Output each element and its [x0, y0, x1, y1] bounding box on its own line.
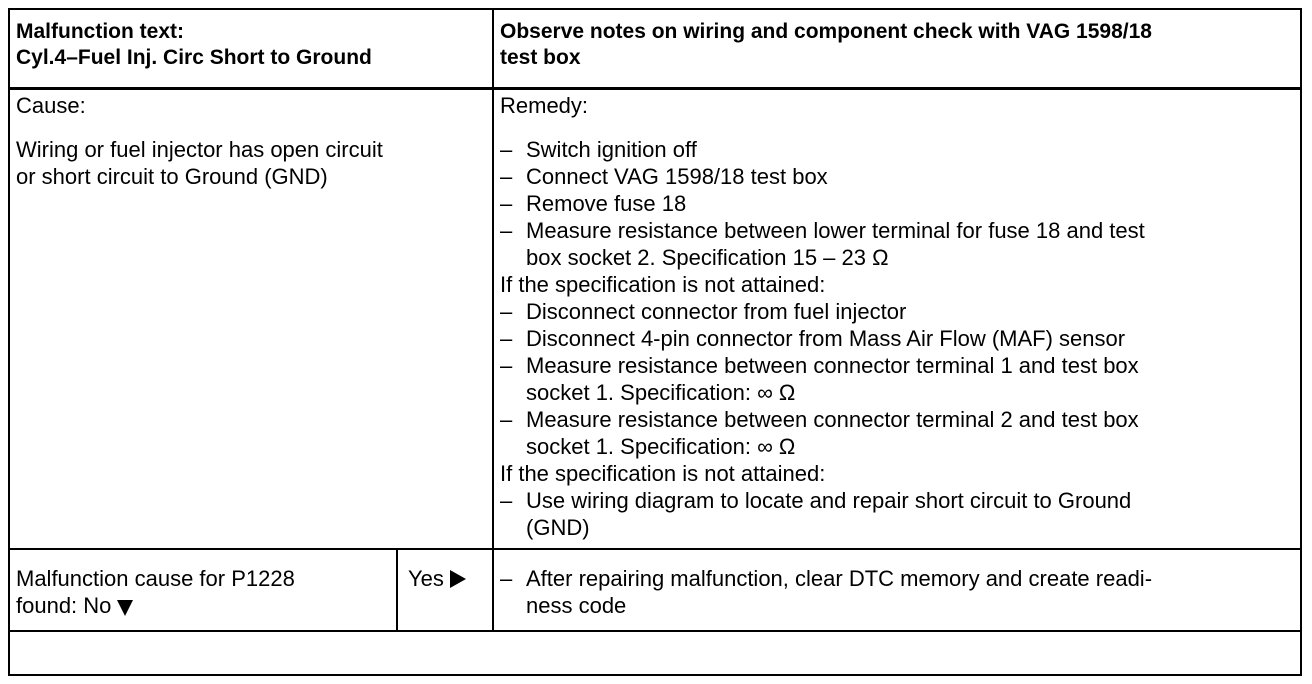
- malfunction-text-label: Malfunction text:: [16, 20, 184, 43]
- remedy-step: – Measure resistance between connector terminal 1 and test box socket 1. Specification: ∞ Ω: [500, 353, 1139, 405]
- table-border-top: [8, 8, 1302, 10]
- remedy-step: – Switch ignition off: [500, 137, 697, 162]
- remedy-step: – Remove fuse 18: [500, 191, 687, 216]
- dash-bullet: –: [500, 326, 513, 351]
- malfunction-text-header: [16, 19, 486, 71]
- body-divider: [8, 548, 1302, 550]
- remedy-step: – Disconnect 4-pin connector from Mass Air Flow (MAF) sensor: [500, 326, 1126, 351]
- observe-notes-header: [500, 19, 1298, 71]
- dash-bullet: –: [500, 137, 513, 162]
- dash-bullet: –: [500, 164, 513, 189]
- after-repair-cell: [500, 565, 1298, 619]
- malfunction-cause-line1: Malfunction cause for P1228: [16, 566, 295, 591]
- yes-cell: [408, 565, 490, 592]
- malfunction-text-value: Cyl.4–Fuel Inj. Circ Short to Ground: [16, 46, 372, 69]
- triangle-down-icon: [117, 600, 133, 616]
- remedy-step: – After repairing malfunction, clear DTC memory and create readi- ness code: [500, 566, 1153, 618]
- dash-bullet: –: [500, 218, 513, 243]
- diagnostic-table: [8, 8, 1302, 676]
- malfunction-cause-cell: [16, 565, 394, 619]
- column-divider: [492, 8, 494, 632]
- yes-label: Yes: [408, 566, 444, 591]
- dash-bullet: –: [500, 353, 513, 378]
- header-divider: [8, 87, 1302, 90]
- cause-text-line2: or short circuit to Ground (GND): [16, 164, 328, 189]
- yes-column-divider: [396, 549, 398, 632]
- remedy-step: – Connect VAG 1598/18 test box: [500, 164, 828, 189]
- observe-notes-line1: Observe notes on wiring and component check with VAG 1598/18: [500, 20, 1152, 43]
- cause-text-line1: Wiring or fuel injector has open circuit: [16, 137, 383, 162]
- table-border-bottom: [8, 674, 1302, 676]
- triangle-right-icon: [450, 570, 466, 588]
- footer-divider: [8, 630, 1302, 632]
- dash-bullet: –: [500, 407, 513, 432]
- remedy-step: – Use wiring diagram to locate and repair short circuit to Ground (GND): [500, 488, 1132, 540]
- remedy-step: – Measure resistance between connector terminal 2 and test box socket 1. Specification: ∞ Ω: [500, 407, 1139, 459]
- cause-cell: [16, 92, 490, 190]
- malfunction-cause-line2: [16, 592, 394, 619]
- remedy-label: Remedy:: [500, 93, 589, 118]
- observe-notes-line2: test box: [500, 46, 581, 69]
- condition-not-attained: If the specification is not attained:: [500, 461, 826, 486]
- dash-bullet: –: [500, 191, 513, 216]
- dash-bullet: –: [500, 566, 513, 591]
- remedy-step: – Measure resistance between lower terminal for fuse 18 and test box socket 2. Specification 15 – 23 Ω: [500, 218, 1145, 270]
- condition-not-attained: If the specification is not attained:: [500, 272, 826, 297]
- table-border-left: [8, 8, 10, 676]
- table-border-right: [1300, 8, 1302, 676]
- remedy-step: – Disconnect connector from fuel injector: [500, 299, 907, 324]
- cause-label: Cause:: [16, 93, 86, 118]
- dash-bullet: –: [500, 488, 513, 513]
- remedy-cell: [500, 92, 1298, 541]
- found-no-label: found: No: [16, 593, 112, 618]
- dash-bullet: –: [500, 299, 513, 324]
